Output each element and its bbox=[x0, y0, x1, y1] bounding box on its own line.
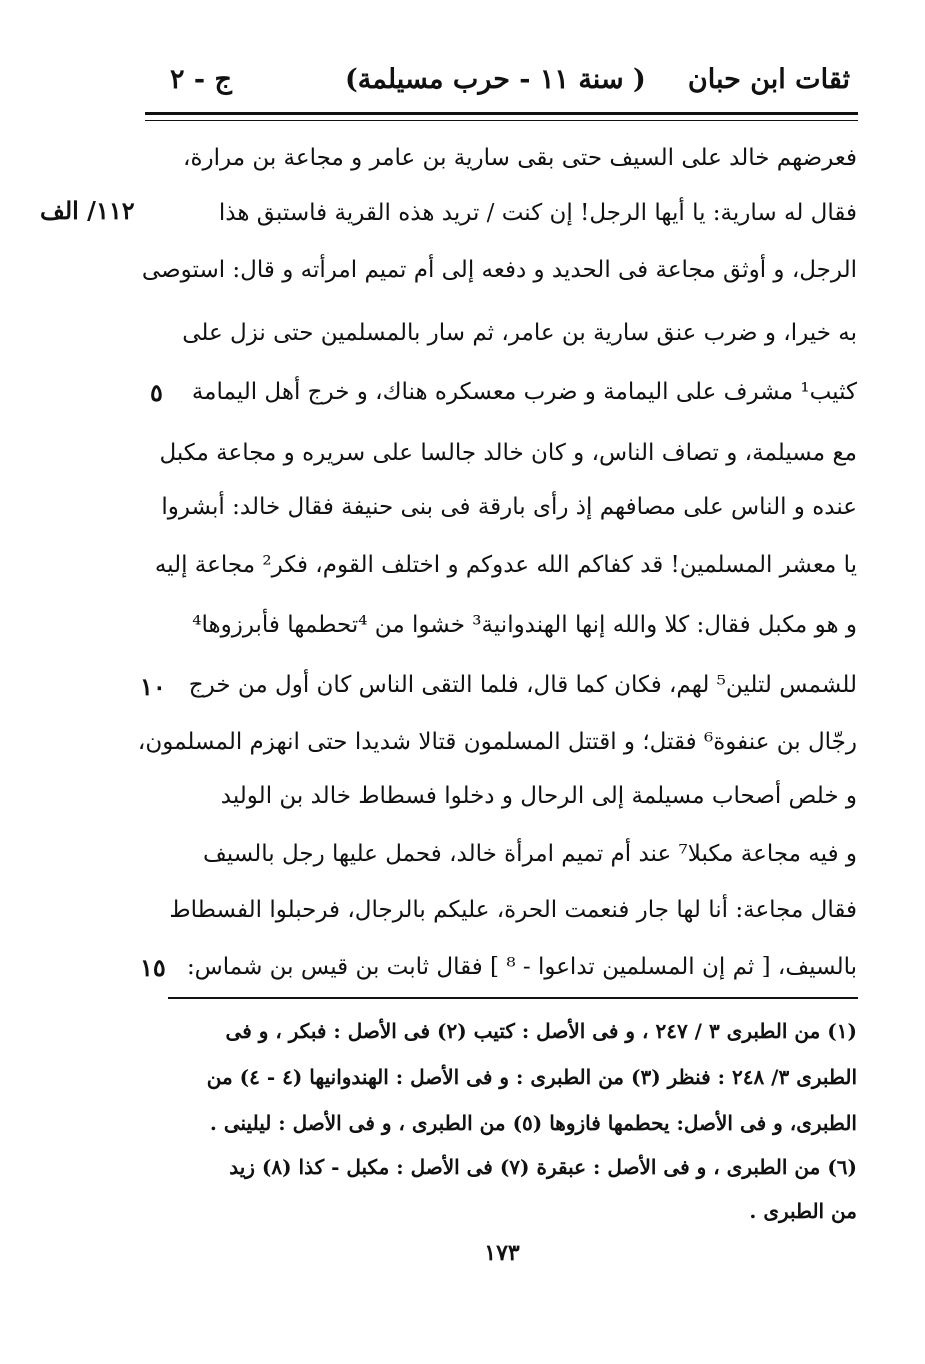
footnote-rule bbox=[168, 997, 858, 999]
text-line: يا معشر المسلمين! قد كفاكم الله عدوكم و اختلف القوم، فكر² مجاعة إليه bbox=[154, 552, 857, 578]
text-line: عنده و الناس على مصافهم إذ رأى بارقة فى بنى حنيفة فقال خالد: أبشروا bbox=[161, 494, 857, 520]
running-header bbox=[160, 58, 850, 102]
text-line: و خلص أصحاب مسيلمة إلى الرحال و دخلوا فسطاط خالد بن الوليد bbox=[220, 783, 857, 809]
page-number: ١٧٣ bbox=[484, 1240, 520, 1266]
line-number-5: ٥ bbox=[150, 378, 163, 407]
text-line: كثيب¹ مشرف على اليمامة و ضرب معسكره هناك، و خرج أهل اليمامة bbox=[191, 379, 857, 405]
text-line: بالسيف، [ ثم إن المسلمين تداعوا - ⁸ ] فقال ثابت بن قيس بن شماس: bbox=[186, 954, 857, 980]
line-number-10: ١٠ bbox=[140, 672, 166, 701]
text-line: الرجل، و أوثق مجاعة فى الحديد و دفعه إلى أم تميم امرأته و قال: استوصى bbox=[141, 257, 857, 283]
text-line: للشمس لتلين⁵ لهم، فكان كما قال، فلما التقى الناس كان أول من خرج bbox=[188, 672, 857, 698]
book-title: ثقات ابن حبان bbox=[687, 64, 850, 95]
volume-number: ج - ٢ bbox=[170, 64, 232, 95]
header-rule bbox=[145, 112, 858, 115]
text-line: به خيرا، و ضرب عنق سارية بن عامر، ثم سار بالمسلمين حتى نزل على bbox=[182, 320, 857, 346]
section-title: ( سنة ١١ - حرب مسيلمة) bbox=[345, 64, 646, 95]
text-line: فعرضهم خالد على السيف حتى بقى سارية بن عامر و مجاعة بن مرارة، bbox=[183, 145, 857, 171]
folio-marker: ١١٢/ الف bbox=[40, 196, 135, 225]
footnote-line: (١) من الطبرى ٣ / ٢٤٧ ، و فى الأصل : كتيب (٢) فى الأصل : فبكر ، و فى bbox=[225, 1019, 857, 1043]
header-rule-thin bbox=[145, 120, 858, 121]
text-line: مع مسيلمة، و تصاف الناس، و كان خالد جالسا على سريره و مجاعة مكبل bbox=[159, 440, 857, 466]
text-line: فقال مجاعة: أنا لها جار فنعمت الحرة، عليكم بالرجال، فرحبلوا الفسطاط bbox=[169, 897, 857, 923]
text-line: و هو مكبل فقال: كلا والله إنها الهندوانية³ خشوا من ⁴تحطمها فأبرزوها⁴ bbox=[192, 612, 857, 638]
text-line: رجّال بن عنفوة⁶ فقتل؛ و اقتتل المسلمون قتالا شديدا حتى انهزم المسلمون، bbox=[137, 729, 857, 755]
footnote-line: الطبرى ٣/ ٢٤٨ : فنظر (٣) من الطبرى : و فى الأصل : الهندوانيها (٤ - ٤) من bbox=[206, 1065, 857, 1089]
footnote-line: الطبرى، و فى الأصل: يحطمها فازوها (٥) من الطبرى ، و فى الأصل : ليلينى . bbox=[209, 1111, 857, 1135]
text-line: و فيه مجاعة مكبلا⁷ عند أم تميم امرأة خالد، فحمل عليها رجل بالسيف bbox=[202, 841, 857, 867]
footnote-line: (٦) من الطبرى ، و فى الأصل : عبقرة (٧) فى الأصل : مكبل - كذا (٨) زيد bbox=[229, 1155, 857, 1179]
footnote-line: من الطبرى . bbox=[749, 1199, 857, 1223]
line-number-15: ١٥ bbox=[140, 953, 166, 982]
text-line: فقال له سارية: يا أيها الرجل! إن كنت / تريد هذه القرية فاستبق هذا bbox=[218, 200, 857, 226]
